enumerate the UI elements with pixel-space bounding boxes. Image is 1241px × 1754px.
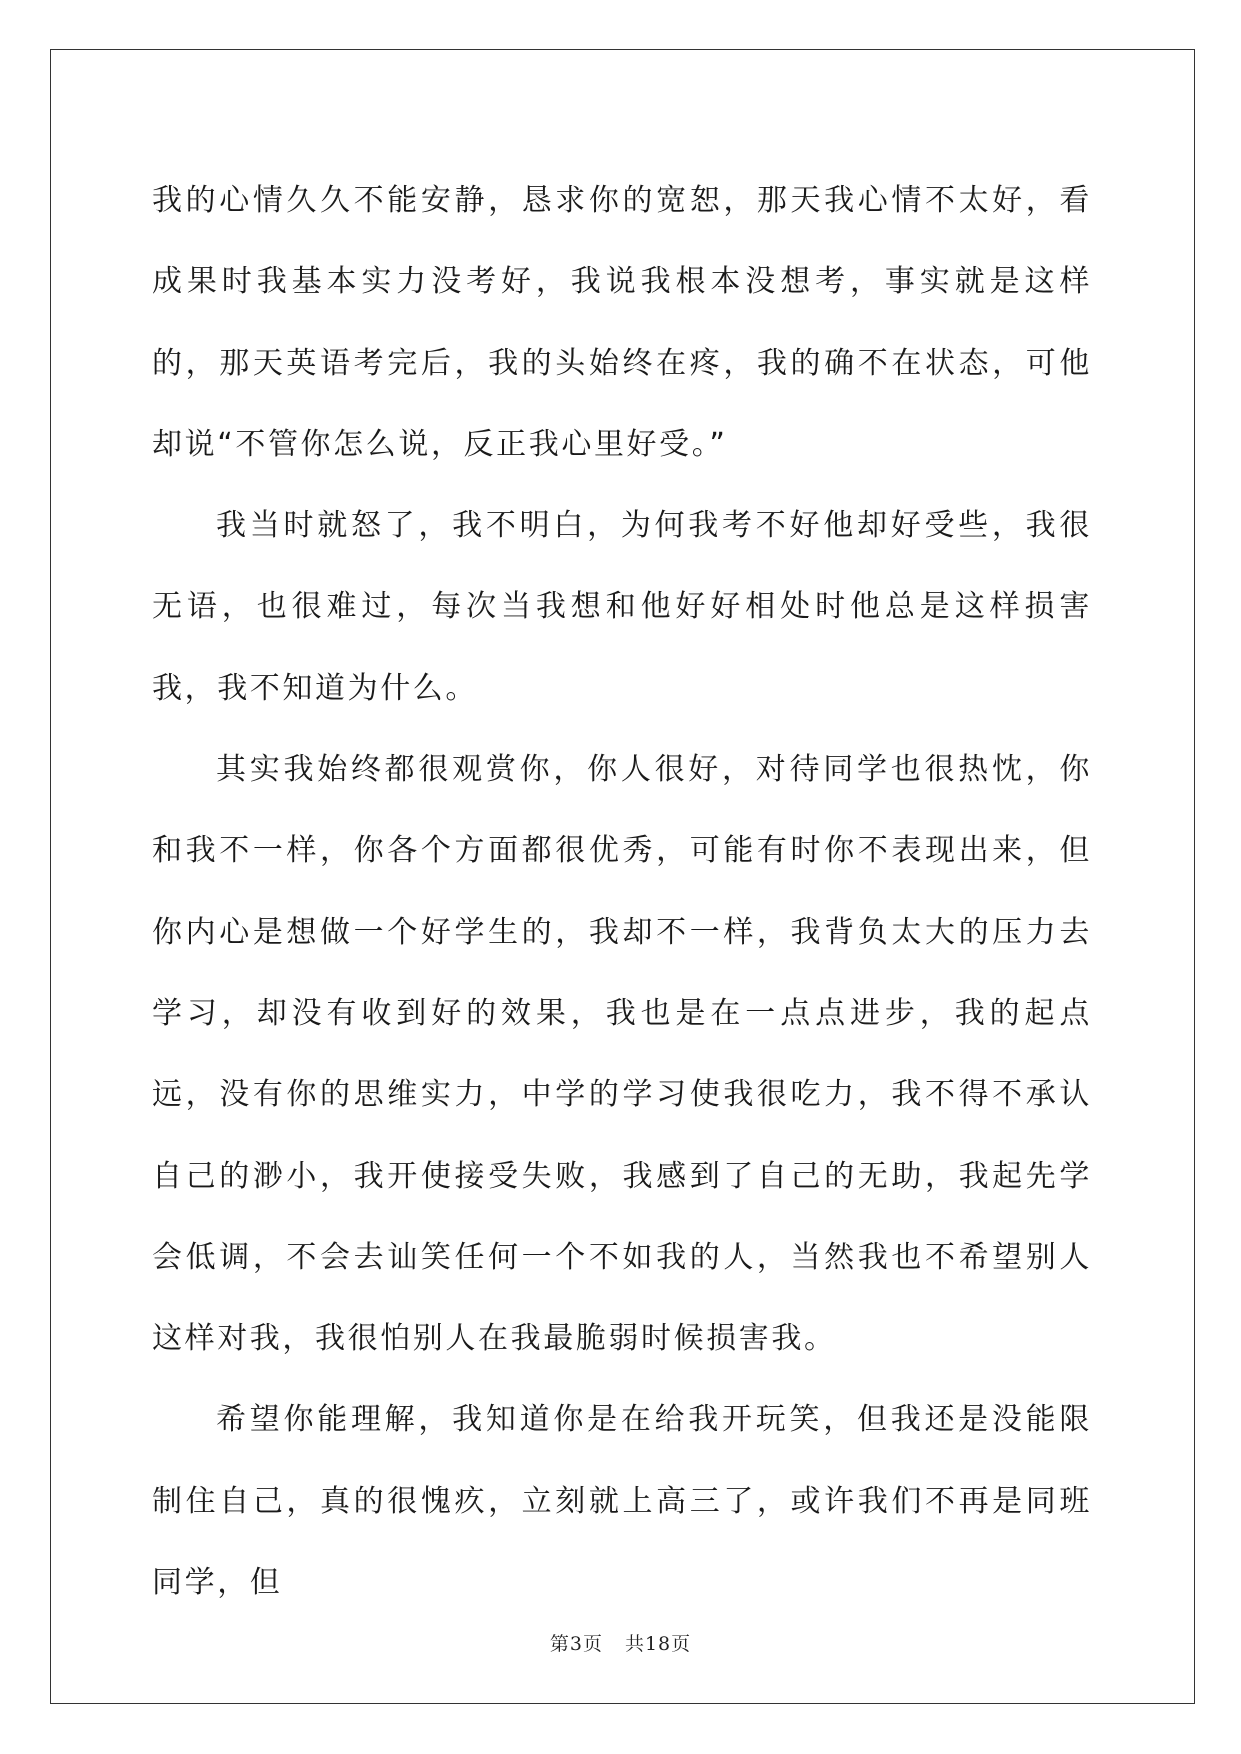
paragraph-4: 希望你能理解，我知道你是在给我开玩笑，但我还是没能限制住自己，真的很愧疚，立刻就上高三了，或许我们不再是同班同学，但	[152, 1402, 1092, 1601]
paragraph-2: 我当时就怒了，我不明白，为何我考不好他却好受些，我很无语，也很难过，每次当我想和他好好相处时他总是这样损害我，我不知道为什么。	[152, 508, 1092, 706]
paragraph-3: 其实我始终都很观赏你，你人很好，对待同学也很热忱，你和我不一样，你各个方面都很优秀，可能有时你不表现出来，但你内心是想做一个好学生的，我却不一样，我背负太大的压力去学习，却没有收到好的效果，我也是在一点点进步，我的起点远，没有你的思维实力，中学的学习使我很吃力，我不得不承认自己的渺小，我开使接受失败，我感到了自己的无助，我起先学会低调，不会去讪笑任何一个不如我的人，当然我也不希望别人这样对我，我很怕别人在我最脆弱时候损害我。	[152, 752, 1092, 1357]
page-footer	[0, 1629, 1241, 1656]
page-total: 共18页	[624, 1633, 692, 1655]
paragraph-1: 我的心情久久不能安静，恳求你的宽恕，那天我心情不太好，看成果时我基本实力没考好，我说我根本没想考，事实就是这样的，那天英语考完后，我的头始终在疼，我的确不在状态，可他却说“不管你怎么说，反正我心里好受。”	[152, 183, 1092, 462]
document-body	[152, 160, 1092, 1623]
page-number: 第3页	[549, 1633, 603, 1655]
